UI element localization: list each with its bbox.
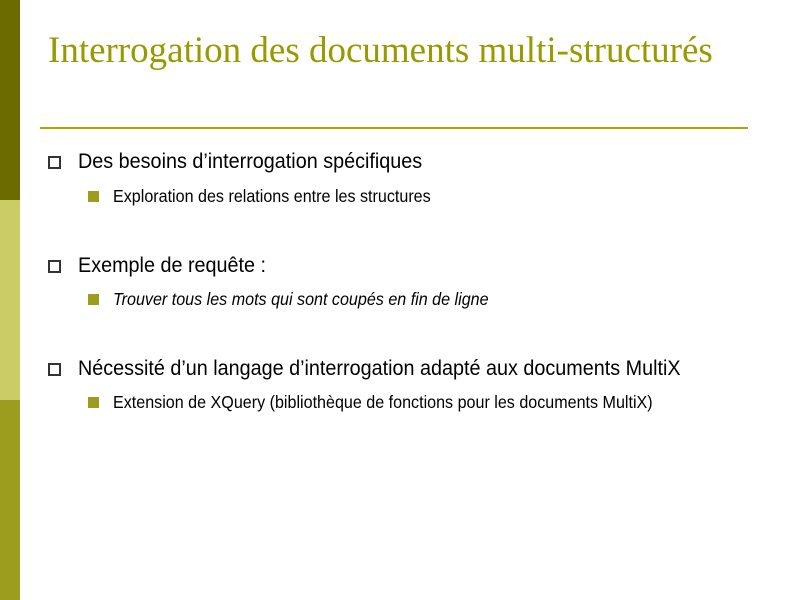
sub-bullet-text: Extension de XQuery (bibliothèque de fonctions pour les documents MultiX) [113, 392, 653, 412]
bullet-text: Des besoins d’interrogation spécifiques [78, 149, 423, 173]
bullet-text: Exemple de requête : [78, 253, 267, 277]
filled-square-bullet-icon [88, 191, 99, 202]
bullet-text: Nécessité d’un langage d’interrogation adapté aux documents MultiX [78, 356, 681, 380]
filled-square-bullet-icon [88, 294, 99, 305]
filled-square-bullet-icon [88, 397, 99, 408]
slide-title: Interrogation des documents multi-structurés [48, 30, 713, 71]
hollow-square-bullet-icon [48, 363, 61, 376]
hollow-square-bullet-icon [48, 156, 61, 169]
sub-bullet-text: Trouver tous les mots qui sont coupés en fin de ligne [113, 289, 489, 309]
hollow-square-bullet-icon [48, 260, 61, 273]
sub-bullet-text: Exploration des relations entre les structures [113, 186, 431, 206]
